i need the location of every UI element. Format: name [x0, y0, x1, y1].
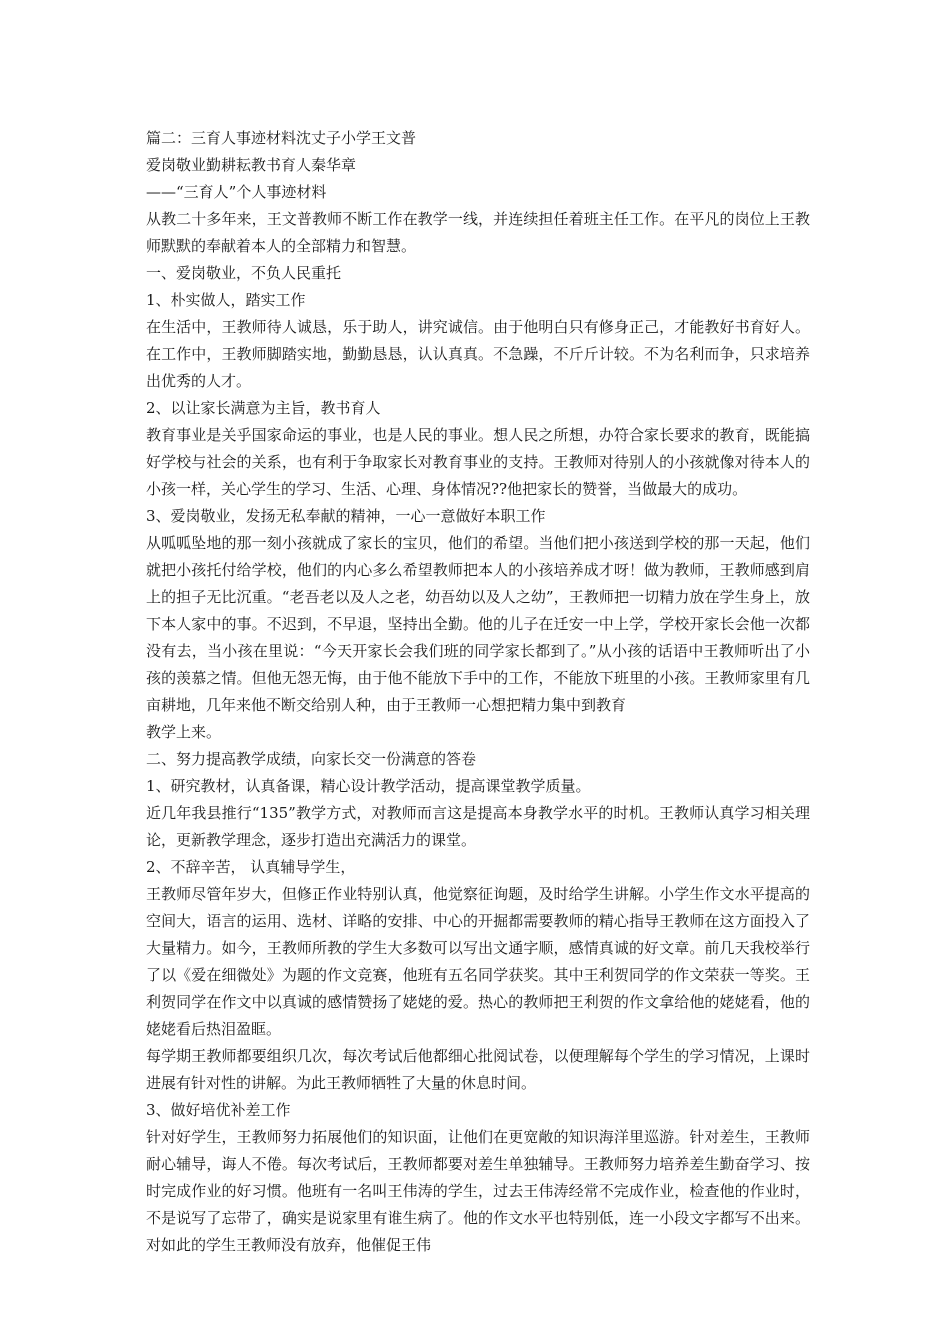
paragraph: 教学上来。: [146, 723, 222, 741]
subsection-heading: 1、朴实做人，踏实工作: [146, 291, 306, 309]
section-heading: 二、努力提高教学成绩，向家长交一份满意的答卷: [146, 750, 477, 768]
paragraph: 针对好学生，王教师努力拓展他们的知识面，让他们在更宽敞的知识海洋里巡游。针对差生，王教师耐心辅导，诲人不倦。每次考试后，王教师都要对差生单独辅导。王教师努力培养差生勤奋学习、按时完成作业的好习惯。他班有一名叫王伟涛的学生，过去王伟涛经常不完成作业，检查他的作业时，不是说写了忘带了，确实是说家里有谁生病了。他的作文水平也特别低，连一小段文字都写不出来。对如此的学生王教师没有放弃，他催促王伟: [146, 1128, 810, 1254]
subsection-heading: 2、不辞辛苦， 认真辅导学生，: [146, 858, 356, 876]
paragraph: 每学期王教师都要组织几次，每次考试后他都细心批阅试卷，以便理解每个学生的学习情况，上课时进展有针对性的讲解。为此王教师牺牲了大量的休息时间。: [146, 1047, 810, 1092]
paragraph: 从教二十多年来，王文普教师不断工作在教学一线，并连续担任着班主任工作。在平凡的岗位上王教师默默的奉献着本人的全部精力和智慧。: [146, 210, 810, 255]
paragraph: 教育事业是关乎国家命运的事业，也是人民的事业。想人民之所想，办符合家长要求的教育，既能搞好学校与社会的关系，也有利于争取家长对教育事业的支持。王教师对待别人的小孩就像对待本人的小孩一样，关心学生的学习、生活、心理、身体情况??他把家长的赞誉，当做最大的成功。: [146, 426, 810, 498]
subsection-heading: 2、以让家长满意为主旨，教书育人: [146, 399, 381, 417]
subsection-heading: 1、研究教材，认真备课，精心设计教学活动，提高课堂教学质量。: [146, 777, 591, 795]
subsection-heading: 3、做好培优补差工作: [146, 1101, 291, 1119]
subsection-heading: 3、爱岗敬业，发扬无私奉献的精神，一心一意做好本职工作: [146, 507, 546, 525]
document-subheading: ——“三育人”个人事迹材料: [146, 183, 327, 201]
document-body: [146, 125, 810, 1259]
paragraph: 近几年我县推行“135”教学方式，对教师而言这是提高本身教学水平的时机。王教师认真学习相关理论，更新教学理念，逐步打造出充满活力的课堂。: [146, 804, 810, 849]
paragraph: 从呱呱坠地的那一刻小孩就成了家长的宝贝，他们的希望。当他们把小孩送到学校的那一天起，他们就把小孩托付给学校，他们的内心多么希望教师把本人的小孩培养成才呀！做为教师，王教师感到肩上的担子无比沉重。“老吾老以及人之老，幼吾幼以及人之幼”，王教师把一切精力放在学生身上，放下本人家中的事。不迟到，不早退，坚持出全勤。他的儿子在迁安一中上学，学校开家长会他一次都没有去，当小孩在里说：“今天开家长会我们班的同学家长都到了。”从小孩的话语中王教师听出了小孩的羡慕之情。但他无怨无悔，由于他不能放下手中的工作，不能放下班里的小孩。王教师家里有几亩耕地，几年来他不断交给别人种，由于王教师一心想把精力集中到教育: [146, 534, 810, 714]
document-title: 篇二：三育人事迹材料沈丈子小学王文普: [146, 129, 417, 147]
section-heading: 一、爱岗敬业，不负人民重托: [146, 264, 342, 282]
document-subtitle: 爱岗敬业勤耕耘教书育人秦华章: [146, 156, 357, 174]
paragraph: 王教师尽管年岁大，但修正作业特别认真，他觉察征询题，及时给学生讲解。小学生作文水平提高的空间大，语言的运用、选材、详略的安排、中心的开掘都需要教师的精心指导王教师在这方面投入了大量精力。如今，王教师所教的学生大多数可以写出文通字顺，感情真诚的好文章。前几天我校举行了以《爱在细微处》为题的作文竞赛，他班有五名同学获奖。其中王利贺同学的作文荣获一等奖。王利贺同学在作文中以真诚的感情赞扬了姥姥的爱。热心的教师把王利贺的作文拿给他的姥姥看，他的姥姥看后热泪盈眶。: [146, 885, 810, 1038]
paragraph: 在生活中，王教师待人诚恳，乐于助人，讲究诚信。由于他明白只有修身正己，才能教好书育好人。在工作中，王教师脚踏实地，勤勤恳恳，认认真真。不急躁，不斤斤计较。不为名利而争，只求培养出优秀的人才。: [146, 318, 810, 390]
